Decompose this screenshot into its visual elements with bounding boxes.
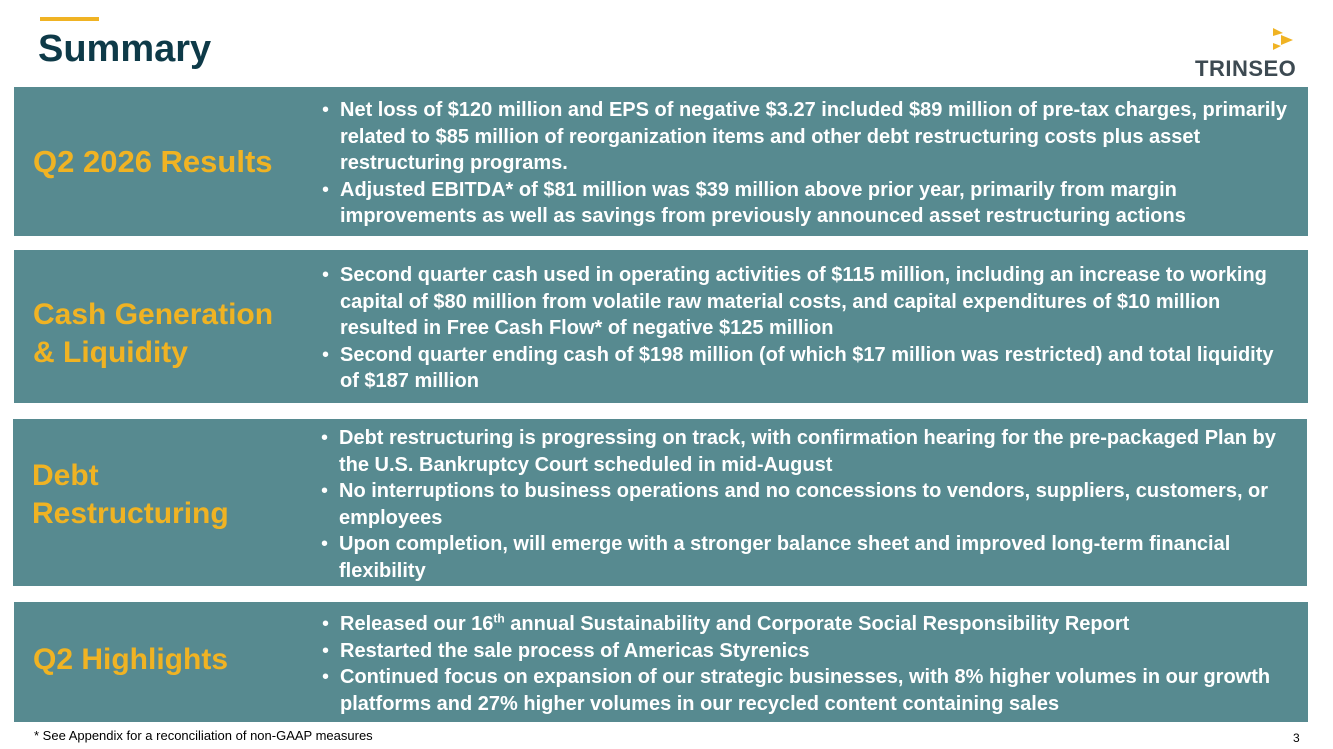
trinseo-logo	[1190, 26, 1305, 82]
page-title: Summary	[38, 28, 212, 70]
bullet-item	[318, 611, 1294, 638]
bullet-list-debt-restructuring	[317, 425, 1293, 584]
panel-label-q2-results: Q2 2026 Results	[33, 144, 273, 179]
bullet-item: • Second quarter cash used in operating activities of $115 million, including an increase to working capital of $80 million from volatile raw material costs, and capital expenditures of $10 million resulted in Free Cash Flow* of negative $125 million	[318, 262, 1294, 342]
title-accent-line	[40, 17, 99, 21]
logo-mark-icon	[1270, 26, 1296, 52]
superscript-ordinal: th	[493, 611, 505, 626]
bullet-item: • Adjusted EBITDA* of $81 million was $39 million above prior year, primarily from margin improvements as well as savings from previously announced asset restructuring actions	[318, 177, 1294, 230]
panel-q2-results	[14, 87, 1308, 236]
bullet-item: • No interruptions to business operations and no concessions to vendors, suppliers, customers, or employees	[317, 478, 1293, 531]
panel-label-debt-restructuring: Debt Restructuring	[32, 459, 229, 530]
bullet-item: • Net loss of $120 million and EPS of negative $3.27 included $89 million of pre-tax charges, primarily related to $85 million of reorganization items and other debt restructuring costs plus asset restructuring programs.	[318, 97, 1294, 177]
bullet-item: • Second quarter ending cash of $198 million (of which $17 million was restricted) and total liquidity of $187 million	[318, 342, 1294, 395]
footnote: * See Appendix for a reconciliation of non-GAAP measures	[34, 728, 373, 743]
bullet-item: • Debt restructuring is progressing on track, with confirmation hearing for the pre-packaged Plan by the U.S. Bankruptcy Court scheduled in mid-August	[317, 425, 1293, 478]
bullet-item: • Continued focus on expansion of our strategic businesses, with 8% higher volumes in our growth platforms and 27% higher volumes in our recycled content containing sales	[318, 664, 1294, 717]
page-number: 3	[1293, 731, 1300, 745]
panel-debt-restructuring	[13, 419, 1307, 586]
bullet-list-cash-generation	[318, 262, 1294, 395]
bullet-item: • Restarted the sale process of Americas Styrenics	[318, 638, 1294, 665]
panel-cash-generation	[14, 250, 1308, 403]
bullet-text-post: annual Sustainability and Corporate Social Responsibility Report	[504, 613, 1130, 635]
panel-label-cash-generation: Cash Generation & Liquidity	[33, 298, 274, 369]
bullet-text-pre: Released our 16	[340, 613, 494, 635]
bullet-list-q2-highlights	[318, 611, 1294, 717]
bullet-item: • Upon completion, will emerge with a stronger balance sheet and improved long-term financial flexibility	[317, 531, 1293, 584]
bullet-list-q2-results	[318, 97, 1294, 230]
logo-text: TRINSEO	[1195, 56, 1297, 81]
panel-q2-highlights	[14, 602, 1308, 722]
panel-label-q2-highlights: Q2 Highlights	[33, 643, 228, 676]
